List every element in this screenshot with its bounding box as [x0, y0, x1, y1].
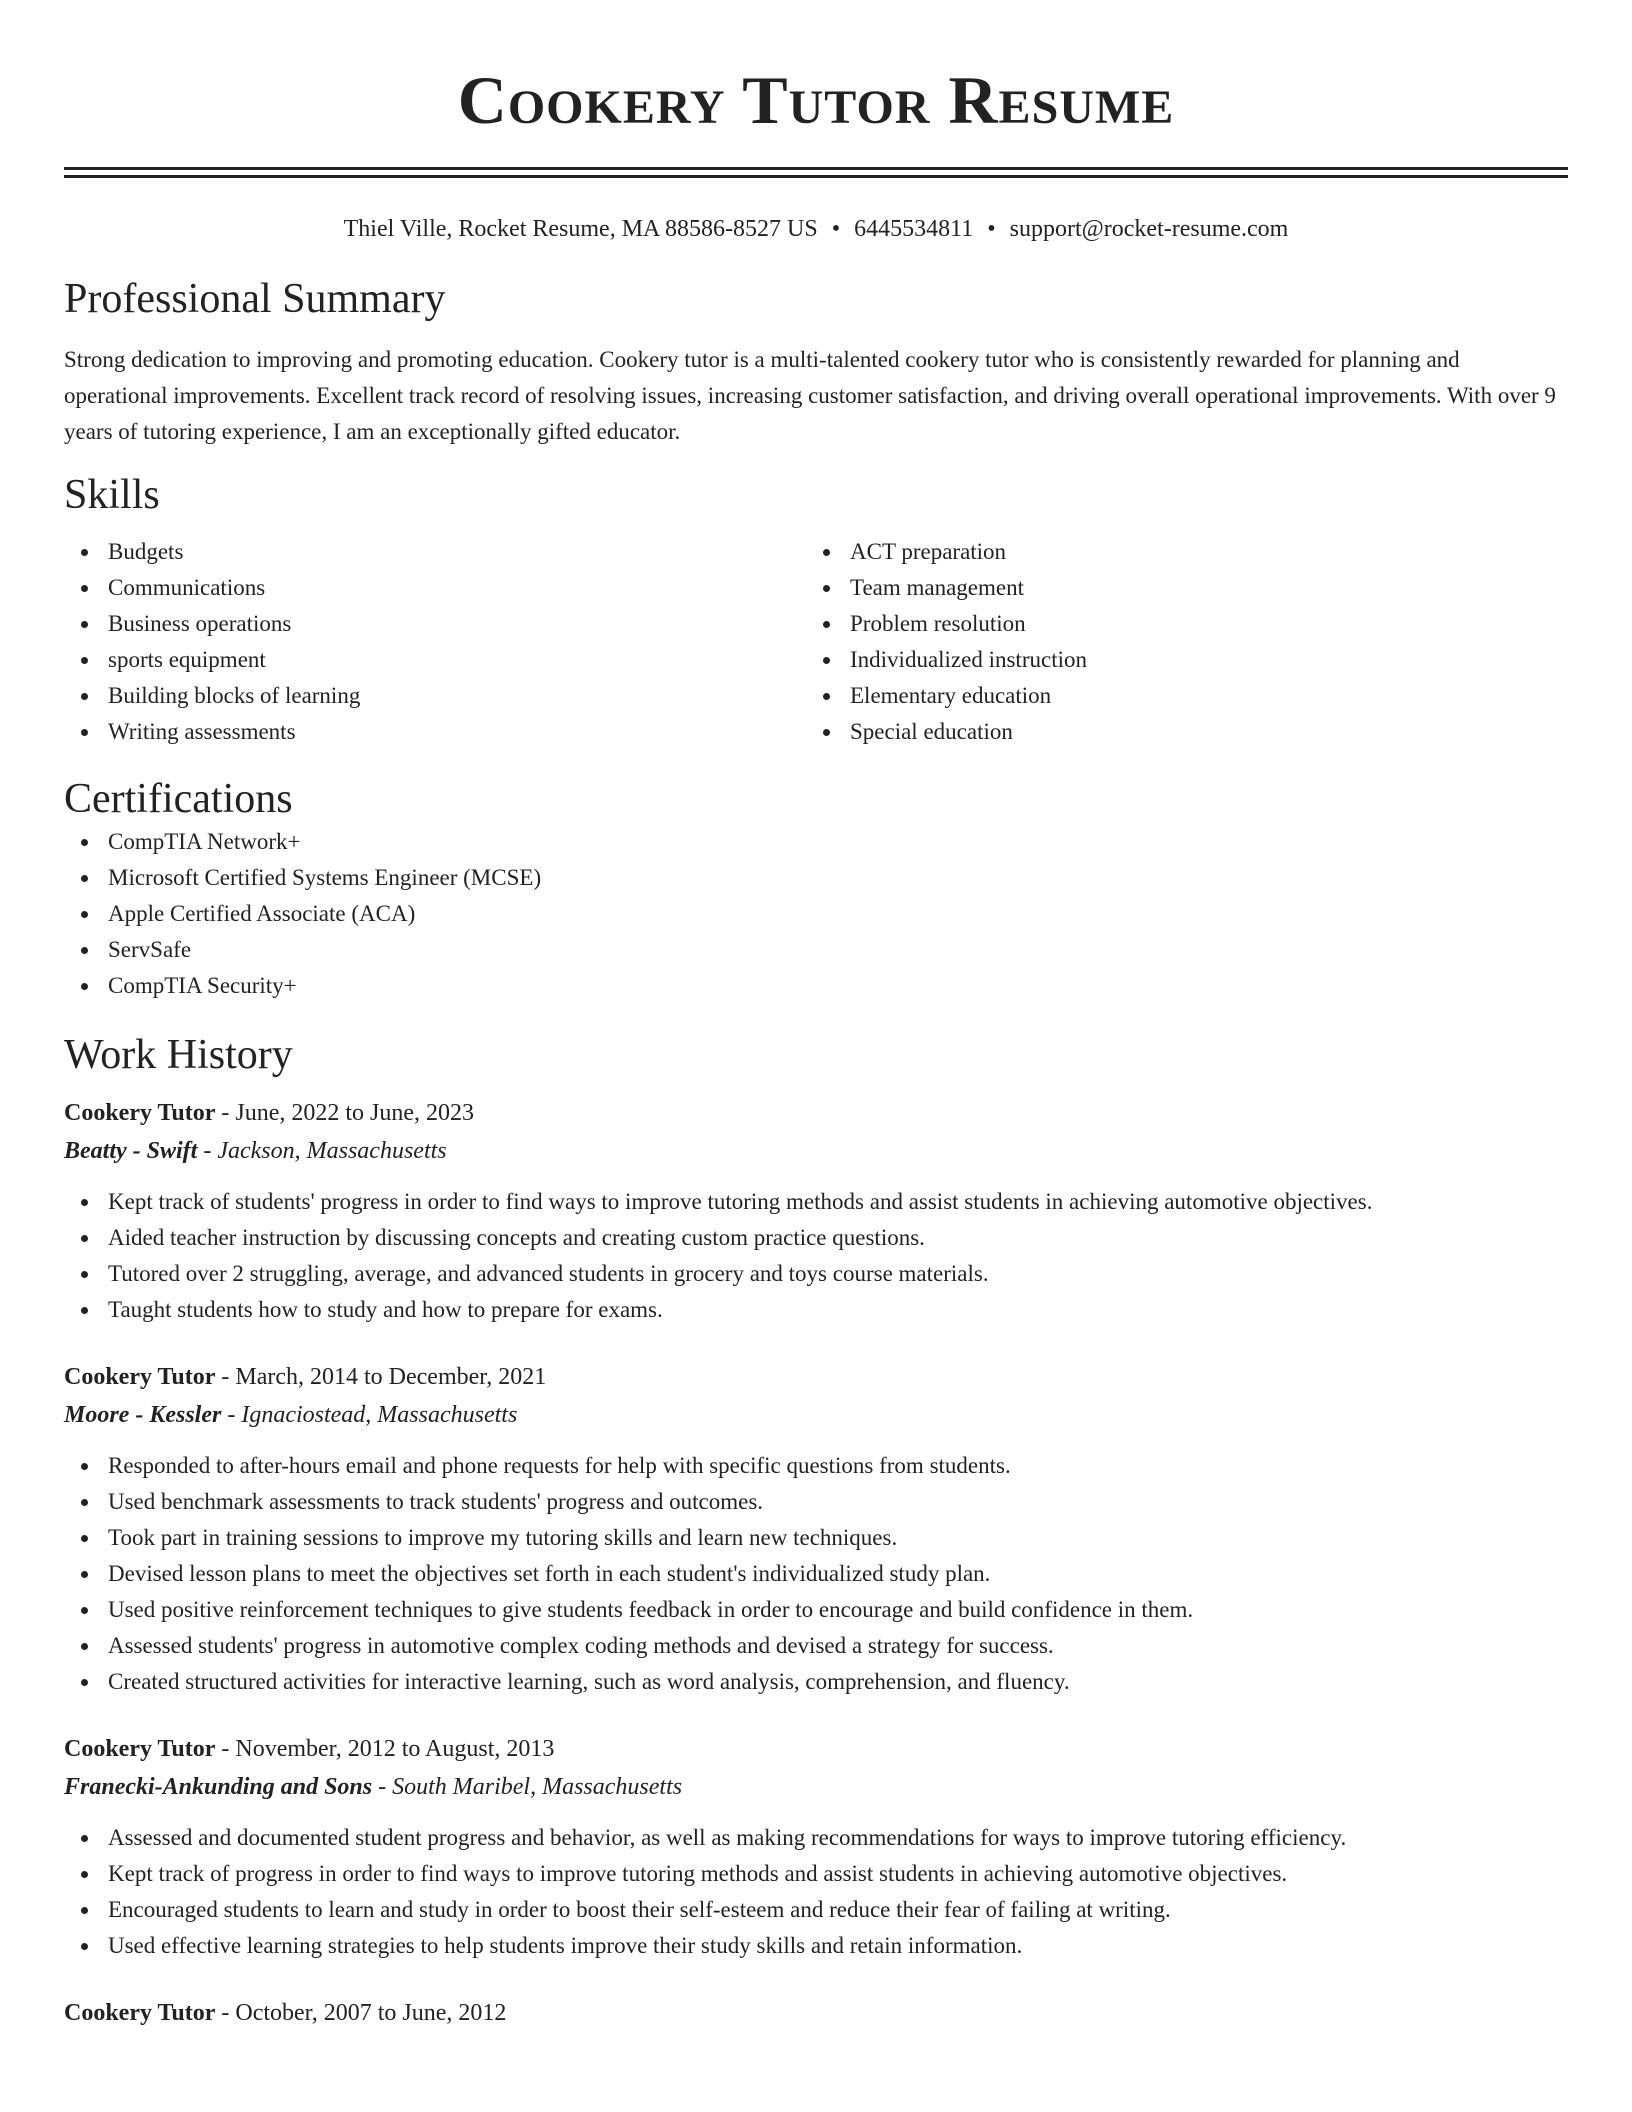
job-company-line — [64, 1132, 1568, 1170]
job-duty: Used positive reinforcement techniques to give students feedback in order to encourage and build confidence in them. — [64, 1592, 1568, 1628]
skills-section — [64, 470, 1568, 750]
job-duty: Tutored over 2 struggling, average, and advanced students in grocery and toys course materials. — [64, 1256, 1568, 1292]
skill-item: sports equipment — [64, 642, 806, 678]
job-duty: Created structured activities for interactive learning, such as word analysis, comprehension, and fluency. — [64, 1664, 1568, 1700]
dash: - — [221, 2000, 230, 2026]
job-duty: Used effective learning strategies to help students improve their study skills and retain information. — [64, 1928, 1568, 1964]
title-divider-bottom — [64, 175, 1568, 178]
certifications-heading: Certifications — [64, 776, 293, 822]
job-title-line — [64, 1358, 1568, 1396]
job-dates: March, 2014 to December, 2021 — [235, 1364, 547, 1390]
job-duty: Responded to after-hours email and phone requests for help with specific questions from students. — [64, 1448, 1568, 1484]
job-entry — [64, 1094, 1568, 1328]
dash: - — [227, 1402, 236, 1428]
job-company-line — [64, 1768, 1568, 1806]
dash: - — [221, 1736, 230, 1762]
contact-separator: • — [987, 216, 996, 242]
dash: - — [203, 1138, 212, 1164]
job-role: Cookery Tutor — [64, 1100, 216, 1126]
certification-item: Apple Certified Associate (ACA) — [64, 896, 1568, 932]
contact-address: Thiel Ville, Rocket Resume, MA 88586-8527 US — [343, 216, 818, 242]
certification-item: Microsoft Certified Systems Engineer (MCSE) — [64, 860, 1568, 896]
skill-item: Special education — [806, 714, 1548, 750]
skill-item: Problem resolution — [806, 606, 1548, 642]
job-entry — [64, 1994, 1568, 2032]
resume-page — [64, 0, 1568, 2032]
skill-item: Budgets — [64, 534, 806, 570]
job-role: Cookery Tutor — [64, 1364, 216, 1390]
job-duty: Assessed students' progress in automotive complex coding methods and devised a strategy for success. — [64, 1628, 1568, 1664]
job-entry — [64, 1358, 1568, 1700]
job-company: Beatty - Swift — [64, 1138, 198, 1164]
job-role: Cookery Tutor — [64, 2000, 216, 2026]
job-duty: Aided teacher instruction by discussing concepts and creating custom practice questions. — [64, 1220, 1568, 1256]
contact-email: support@rocket-resume.com — [1009, 216, 1289, 242]
job-duty: Assessed and documented student progress and behavior, as well as making recommendations for ways to improve tutoring efficiency. — [64, 1820, 1568, 1856]
certification-item: ServSafe — [64, 932, 1568, 968]
job-location: South Maribel, Massachusetts — [392, 1774, 683, 1800]
skills-list-right — [806, 534, 1548, 750]
job-duties-list — [64, 1448, 1568, 1700]
certifications-list — [64, 824, 1568, 1004]
job-dates: November, 2012 to August, 2013 — [235, 1736, 555, 1762]
contact-separator: • — [831, 216, 841, 242]
job-company: Franecki-Ankunding and Sons — [64, 1774, 373, 1800]
skill-item: ACT preparation — [806, 534, 1548, 570]
summary-text: Strong dedication to improving and promoting education. Cookery tutor is a multi-talented cookery tutor who is consistently rewarded for planning and operational improvements. Excellent track record of resolving issues, increasing customer satisfaction, and driving overall operational improvements. With over 9 years of tutoring experience, I am an exceptionally gifted educator. — [64, 347, 1556, 444]
job-duty: Used benchmark assessments to track students' progress and outcomes. — [64, 1484, 1568, 1520]
job-duty: Kept track of students' progress in order to find ways to improve tutoring methods and assist students in achieving automotive objectives. — [64, 1184, 1568, 1220]
skill-item: Communications — [64, 570, 806, 606]
skill-item: Building blocks of learning — [64, 678, 806, 714]
page-title: Cookery Tutor Resume — [457, 62, 1175, 138]
job-duties-list — [64, 1184, 1568, 1328]
job-dates: October, 2007 to June, 2012 — [235, 2000, 507, 2026]
certification-item: CompTIA Network+ — [64, 824, 1568, 860]
job-duty: Kept track of progress in order to find ways to improve tutoring methods and assist students in achieving automotive objectives. — [64, 1856, 1568, 1892]
title-divider-top — [64, 167, 1568, 170]
certification-item: CompTIA Security+ — [64, 968, 1568, 1004]
job-company: Moore - Kessler — [64, 1402, 222, 1428]
certifications-section — [64, 774, 1568, 1004]
summary-heading: Professional Summary — [64, 276, 446, 322]
job-dates: June, 2022 to June, 2023 — [235, 1100, 475, 1126]
job-duty: Encouraged students to learn and study in order to boost their self-esteem and reduce their fear of failing at writing. — [64, 1892, 1568, 1928]
work-history-section — [64, 1030, 1568, 2032]
skill-item: Elementary education — [806, 678, 1548, 714]
work-history-heading: Work History — [64, 1032, 293, 1078]
skill-item: Individualized instruction — [806, 642, 1548, 678]
skills-list-left — [64, 534, 806, 750]
job-duty: Devised lesson plans to meet the objectives set forth in each student's individualized study plan. — [64, 1556, 1568, 1592]
skill-item: Business operations — [64, 606, 806, 642]
job-duty: Took part in training sessions to improve my tutoring skills and learn new techniques. — [64, 1520, 1568, 1556]
job-role: Cookery Tutor — [64, 1736, 216, 1762]
summary-section — [64, 274, 1568, 450]
skills-heading: Skills — [64, 472, 160, 518]
job-location: Ignaciostead, Massachusetts — [241, 1402, 518, 1428]
skill-item: Team management — [806, 570, 1548, 606]
contact-phone: 6445534811 — [854, 216, 974, 242]
job-title-line — [64, 1994, 1568, 2032]
job-location: Jackson, Massachusetts — [217, 1138, 447, 1164]
dash: - — [221, 1364, 230, 1390]
job-company-line — [64, 1396, 1568, 1434]
contact-line — [64, 214, 1568, 244]
dash: - — [221, 1100, 230, 1126]
skills-columns — [64, 534, 1568, 750]
job-title-line — [64, 1094, 1568, 1132]
dash: - — [378, 1774, 387, 1800]
job-duties-list — [64, 1820, 1568, 1964]
skill-item: Writing assessments — [64, 714, 806, 750]
job-entry — [64, 1730, 1568, 1964]
job-duty: Taught students how to study and how to prepare for exams. — [64, 1292, 1568, 1328]
job-title-line — [64, 1730, 1568, 1768]
